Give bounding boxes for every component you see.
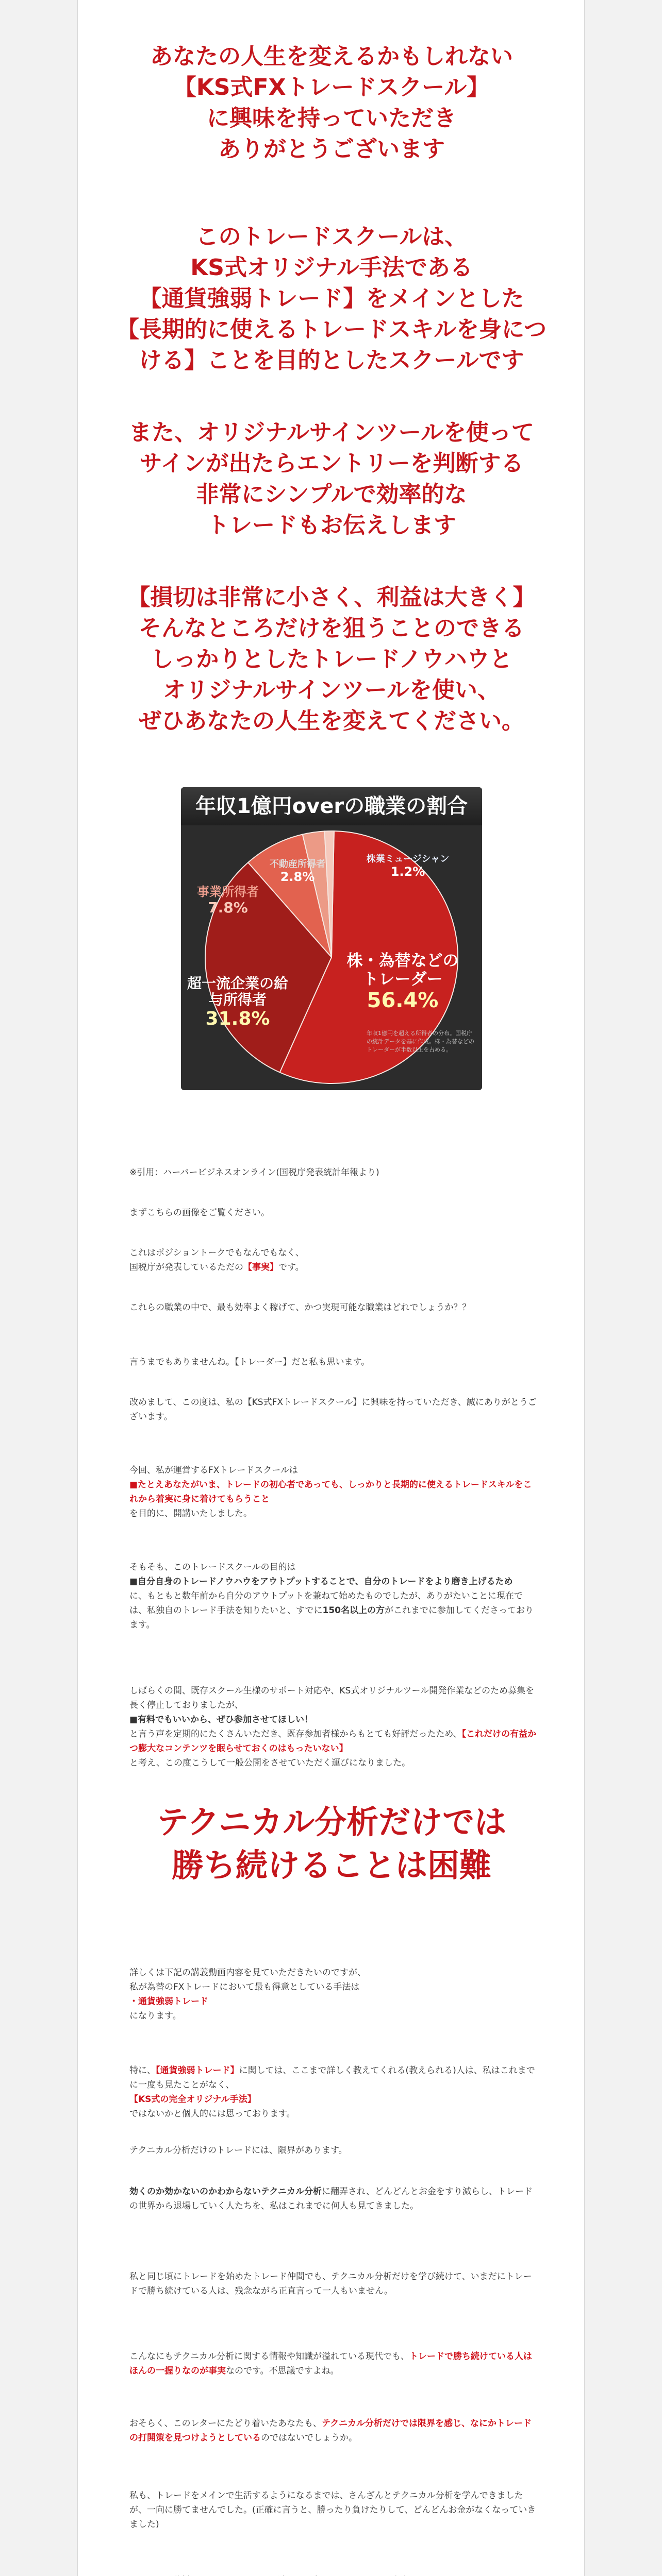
para-q2-c: に関しては、ここまで詳しく教えてくれる(教えられる)人は、私はこれまでに一度も見たことがなく、 <box>129 2065 535 2090</box>
intro-headline: あなたの人生を変えるかもしれない 【KS式FXトレードスクール】 に興味を持っていただき ありがとうございます <box>150 43 513 162</box>
para-7-line-c: に、もともと数年前から自分のアウトプットを兼ねて始めたものでしたが、ありがたいことに現在では、私独自のトレード手法を知りたいと、すでに <box>129 1591 523 1616</box>
para-2-fact: 【事実】 <box>243 1262 278 1273</box>
slice-label-salary <box>186 975 289 1030</box>
slice-value-business: 7.8% <box>208 899 248 916</box>
para-q2 <box>129 2063 537 2121</box>
para-q4 <box>129 2184 537 2213</box>
tool-headline: また、オリジナルサインツールを使って サインが出たらエントリーを判断する 非常にシンプルで効率的な トレードもお伝えします <box>129 419 534 538</box>
para-q7 <box>129 2416 537 2445</box>
para-q6-a: こんなにもテクニカル分析に関する情報や知識が溢れている現代でも、 <box>129 2351 409 2362</box>
para-q8: 私も、トレードをメインで生活するようになるまでは、さんざんとテクニカル分析を学んできましたが、一向に勝てませんでした。(正確に言うと、勝ったり負けたりして、どんどんお金がなくなっていきました) <box>129 2490 536 2530</box>
para-8-line-e: と考え、この度こうして一般公開をさせていただく運びになりました。 <box>129 1758 411 1768</box>
chart-note: 年収1億円を超える所得者の分布。国税庁の統計データを基に作成。株・為替などのトレーダーが半数以上を占める。 <box>367 1030 474 1053</box>
para-q7-c: のではないでしょうか。 <box>261 2433 357 2443</box>
slice-name-business: 事業所得者 <box>197 885 259 899</box>
slice-value-other: 1.2% <box>390 864 425 879</box>
section-title-technical: テクニカル分析だけでは 勝ち続けることは困難 <box>156 1803 507 1884</box>
para-q2-e: ではないかと個人的には思っております。 <box>129 2109 295 2119</box>
para-7-highlight: ■自分自身のトレードノウハウをアウトプットすることで、自分のトレードをより磨き上げるため <box>129 1577 513 1587</box>
para-2-end: です。 <box>278 1262 304 1273</box>
slice-label-trader <box>346 952 459 1012</box>
para-q7-limit: テクニカル分析だけでは限界を感じ、なにかトレードの打開策を見つけようとしている <box>129 2418 532 2443</box>
para-8-quote: 【これだけの有益かつ膨大なコンテンツを眠らせておくのはもったいない】 <box>129 1729 537 1754</box>
para-4: 言うまでもありませんね。【トレーダー】だと私も思います。 <box>129 1357 370 1367</box>
para-q5: 私と同じ頃にトレードを始めたトレード仲間でも、テクニカル分析だけを学び続けて、いまだにトレードで勝ち続けている人は、残念ながら正直言って一人もいません。 <box>129 2272 532 2296</box>
para-5: 改めまして、この度は、私の【KS式FXトレードスクール】に興味を持っていただき、誠にありがとうございます。 <box>129 1397 537 1422</box>
para-q7-a: おそらく、このレターにたどり着いたあなたも、 <box>129 2418 322 2429</box>
para-q2-method: 【通貨強弱トレード】 <box>156 2065 239 2076</box>
para-7-count: 150名以上の方 <box>322 1605 385 1616</box>
para-q1-method: ・通貨強弱トレード <box>129 1996 208 2007</box>
para-1: まずこちらの画像をご覧ください。 <box>129 1208 270 1218</box>
sell-headline-block <box>93 582 570 737</box>
para-q4-rest: に翻弄され、どんどんとお金をすり減らし、トレードの世界から退場していく人たちを、私はこれまでに何人も見てきました。 <box>129 2187 533 2211</box>
slice-label-estate <box>267 859 328 884</box>
school-headline: このトレードスクールは、 KS式オリジナル手法である 【通貨強弱トレード】をメインとした 【長期的に使えるトレードスキルを身につ ける】ことを目的としたスクールです <box>116 224 547 374</box>
para-q2-a: 特に、 <box>129 2065 156 2076</box>
para-8-line-a: しばらくの間、既存スクール生様のサポート対応や、KS式オリジナルツール開発作業などのため募集を長く停止しておりましたが、 <box>129 1686 535 1710</box>
slice-name-estate: 不動産所得者 <box>270 859 325 870</box>
para-8-line-c: と言う声を定期的にたくさんいただき、既存参加者様からもとても好評だったため、 <box>129 1729 462 1739</box>
para-q6-fact: トレードで勝ち続けている人はほんの一握りなのが事実 <box>129 2351 532 2376</box>
para-7 <box>129 1560 537 1632</box>
slice-value-trader: 56.4% <box>367 989 439 1013</box>
para-2 <box>129 1246 537 1275</box>
slice-value-estate: 2.8% <box>280 869 315 884</box>
slice-name-trader: 株・為替などのトレーダー <box>346 952 459 989</box>
chart-title: 年収1億円overの職業の割合 <box>181 787 482 825</box>
school-headline-block <box>98 222 565 376</box>
para-7-line-e: がこれまでに参加してくださっております。 <box>129 1605 534 1630</box>
para-7-line-a: そもそも、このトレードスクールの目的は <box>129 1562 296 1572</box>
para-6-highlight: ■たとえあなたがいま、トレードの初心者であっても、しっかりと長期的に使えるトレードスキルをこれから着実に身に着けてもらうこと <box>129 1480 532 1504</box>
para-2-line-a: これはポジショントークでもなんでもなく、 <box>129 1248 304 1258</box>
para-6 <box>129 1463 537 1521</box>
citation: ※引用：ハーバービジネスオンライン(国税庁発表統計年報より) <box>129 1167 379 1178</box>
para-6-line-c: を目的に、開講いたしました。 <box>129 1509 252 1519</box>
para-q1-line-b: 私が為替のFXトレードにおいて最も得意としている手法は <box>129 1982 360 1992</box>
para-q9 <box>129 2573 537 2576</box>
para-q1-line-d: になります。 <box>129 2011 181 2021</box>
slice-label-other <box>356 854 459 879</box>
para-q6 <box>129 2349 537 2378</box>
para-q1 <box>129 1965 537 2023</box>
para-q3: テクニカル分析だけのトレードには、限界があります。 <box>129 2145 347 2156</box>
slice-name-salary: 超一流企業の給与所得者 <box>187 975 288 1009</box>
slice-name-other: 株業ミュージシャン <box>366 854 450 865</box>
sales-letter-page <box>77 0 585 2576</box>
para-q6-c: なのです。不思議ですよね。 <box>226 2366 339 2376</box>
para-q1-line-a: 詳しくは下記の講義動画内容を見ていただきたいのですが、 <box>129 1968 366 1978</box>
para-q2-original: 【KS式の完全オリジナル手法】 <box>129 2094 256 2105</box>
income-chart <box>181 787 482 1090</box>
intro-headline-block <box>98 41 565 165</box>
para-3: これらの職業の中で、最も効率よく稼げて、かつ実現可能な職業はどれでしょうか？？ <box>129 1302 471 1313</box>
para-8-highlight: ■有料でもいいから、ぜひ参加させてほしい！ <box>129 1715 313 1725</box>
slice-label-business <box>189 885 267 916</box>
para-8 <box>129 1684 537 1770</box>
para-q4-bold: 効くのか効かないのかわからないテクニカル分析 <box>129 2187 322 2197</box>
slice-value-salary: 31.8% <box>205 1008 270 1030</box>
tool-headline-block <box>98 417 565 541</box>
para-2-line-b: 国税庁が発表しているただの <box>129 1262 243 1273</box>
para-6-line-a: 今回、私が運営するFXトレードスクールは <box>129 1465 298 1476</box>
sell-headline: 【損切は非常に小さく、利益は大きく】 そんなところだけを狙うことのできる しっかりとしたトレードノウハウと オリジナルサインツールを使い、 ぜひあなたの人生を変えてください。 <box>127 584 536 734</box>
